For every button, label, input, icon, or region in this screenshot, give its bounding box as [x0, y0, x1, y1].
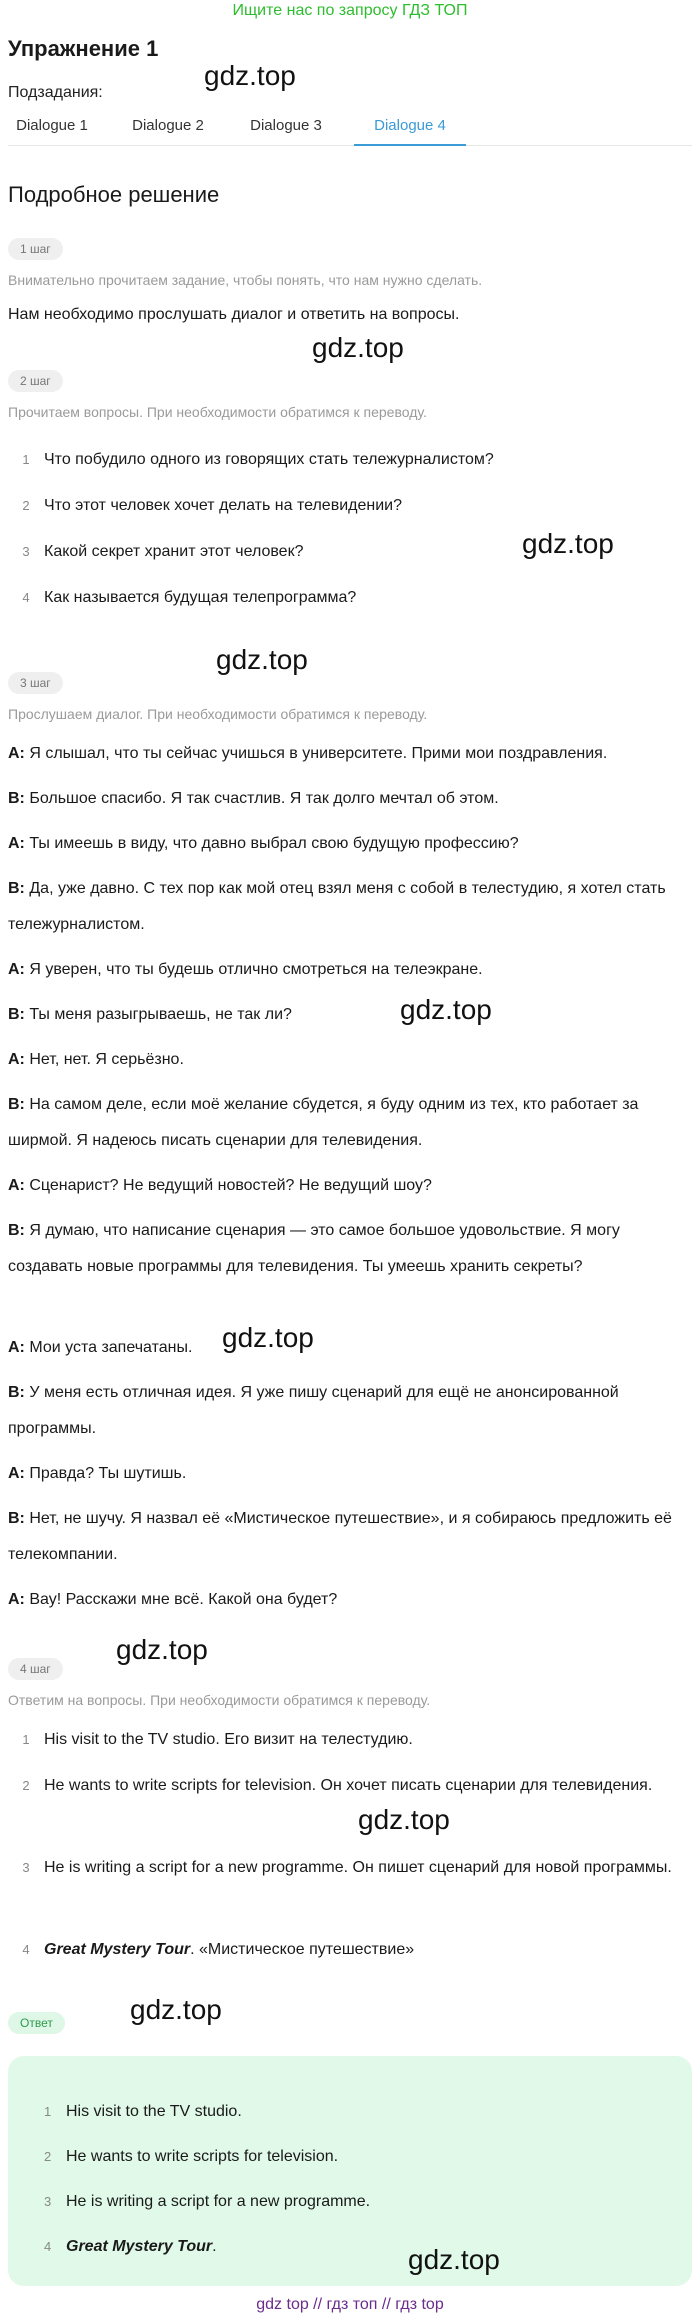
programme-title: Great Mystery Tour [44, 1941, 191, 1958]
speaker-label: A: [8, 1051, 25, 1068]
step-badge: 1 шаг [8, 238, 63, 260]
speaker-label: B: [8, 1510, 25, 1527]
line-text: На самом деле, если моё желание сбудется, я буду одним из тех, кто работает за ширмой. Я надеюсь писать сценарии для телевидения. [8, 1096, 639, 1149]
watermark: gdz.top [116, 1634, 208, 1665]
watermark: gdz.top [312, 332, 404, 363]
step-badge: 2 шаг [8, 370, 63, 392]
footer-link[interactable]: гдз top [395, 2296, 444, 2313]
footer-separator: // [308, 2296, 327, 2313]
dialogue-line [8, 1213, 692, 1285]
answer-badge: Ответ [8, 2012, 65, 2034]
subtask-tabs [8, 110, 692, 146]
speaker-label: B: [8, 790, 25, 807]
speaker-label: B: [8, 1222, 25, 1239]
item-number: 1 [44, 2104, 52, 2119]
list-item [8, 1722, 692, 1758]
item-number: 3 [22, 544, 30, 559]
speaker-label: A: [8, 961, 25, 978]
item-text [44, 1932, 684, 1968]
answer-box [8, 2056, 692, 2286]
step-hint: Внимательно прочитаем задание, чтобы понять, что нам нужно сделать. [8, 272, 483, 288]
item-text-rest: . [212, 2238, 217, 2255]
answer-item [44, 2100, 664, 2124]
dialogue-line [8, 1087, 692, 1159]
line-text: Мои уста запечатаны. [24, 1339, 193, 1356]
dialogue-line [8, 1456, 692, 1492]
speaker-label: B: [8, 1096, 25, 1113]
item-text: He wants to write scripts for television. [66, 2148, 339, 2165]
dialogue-line [8, 1582, 692, 1618]
solution-title: Подробное решение [8, 182, 220, 207]
dialogue-line [8, 997, 692, 1033]
speaker-label: A: [8, 835, 25, 852]
item-number: 1 [22, 1732, 30, 1747]
line-text: Нет, нет. Я серьёзно. [24, 1051, 184, 1068]
item-number: 4 [44, 2239, 52, 2254]
watermark: gdz.top [130, 1994, 222, 2025]
item-text-rest: . «Мистическое путешествие» [190, 1941, 415, 1958]
item-number: 4 [22, 590, 30, 605]
item-number: 4 [22, 1942, 30, 1957]
answer-item [44, 2235, 664, 2259]
dialogue-line [8, 781, 692, 817]
tab-dialogue-4[interactable]: Dialogue 4 [354, 114, 466, 146]
answer-item [44, 2145, 664, 2169]
watermark: gdz.top [222, 1322, 314, 1353]
footer-link[interactable]: гдз топ [326, 2296, 378, 2313]
dialogue-line [8, 1330, 692, 1366]
answer-item [44, 2190, 664, 2214]
watermark: gdz.top [400, 994, 492, 1025]
top-banner[interactable]: Ищите нас по запросу ГДЗ ТОП [232, 2, 468, 19]
line-text: Вау! Расскажи мне всё. Какой она будет? [24, 1591, 338, 1608]
item-number: 2 [22, 498, 30, 513]
speaker-label: A: [8, 1177, 25, 1194]
dialogue-line [8, 1168, 692, 1204]
programme-title: Great Mystery Tour [66, 2238, 213, 2255]
tab-dialogue-2[interactable]: Dialogue 2 [132, 117, 204, 134]
list-item [8, 1932, 692, 1968]
item-text: He is writing a script for a new programme. Он пишет сценарий для новой программы. [44, 1859, 672, 1876]
dialogue-line [8, 1042, 692, 1078]
line-text: Нет, не шучу. Я назвал её «Мистическое путешествие», и я собираюсь предложить её телекомпании. [8, 1510, 672, 1563]
footer-link[interactable]: gdz top [256, 2296, 309, 2313]
list-item [8, 1768, 692, 1804]
dialogue-line [8, 1375, 692, 1447]
line-text: У меня есть отличная идея. Я уже пишу сценарий для ещё не анонсированной программы. [8, 1384, 619, 1437]
dialogue-line [8, 736, 692, 772]
item-text: He is writing a script for a new programme. [66, 2193, 371, 2210]
speaker-label: B: [8, 1006, 25, 1023]
dialogue-line [8, 826, 692, 862]
line-text: Сценарист? Не ведущий новостей? Не ведущий шоу? [24, 1177, 432, 1194]
item-number: 3 [44, 2194, 52, 2209]
footer-links [0, 2296, 700, 2314]
item-text: His visit to the TV studio. Его визит на телестудию. [44, 1731, 413, 1748]
dialogue-line [8, 1501, 692, 1573]
watermark: gdz.top [204, 60, 296, 91]
step-hint: Прочитаем вопросы. При необходимости обратимся к переводу. [8, 404, 427, 420]
line-text: Да, уже давно. С тех пор как мой отец взял меня с собой в телестудию, я хотел стать тележурналистом. [8, 880, 666, 933]
line-text: Большое спасибо. Я так счастлив. Я так долго мечтал об этом. [24, 790, 499, 807]
step-badge: 4 шаг [8, 1658, 63, 1680]
line-text: Ты имеешь в виду, что давно выбрал свою будущую профессию? [24, 835, 519, 852]
list-item [8, 442, 692, 478]
speaker-label: B: [8, 880, 25, 897]
item-number: 1 [22, 452, 30, 467]
item-text: Как называется будущая телепрограмма? [44, 589, 357, 606]
exercise-title: Упражнение 1 [8, 36, 159, 61]
item-text: Что этот человек хочет делать на телевидении? [44, 497, 402, 514]
step-badge: 3 шаг [8, 672, 63, 694]
item-number: 2 [22, 1778, 30, 1793]
watermark: gdz.top [358, 1804, 450, 1835]
list-item [8, 580, 692, 616]
list-item [8, 488, 692, 524]
subtasks-label: Подзадания: [8, 84, 103, 101]
speaker-label: A: [8, 1339, 25, 1356]
speaker-label: A: [8, 1591, 25, 1608]
speaker-label: B: [8, 1384, 25, 1401]
list-item [8, 1850, 692, 1886]
item-text: Что побудило одного из говорящих стать тележурналистом? [44, 451, 494, 468]
watermark: gdz.top [408, 2244, 500, 2275]
tab-dialogue-1[interactable]: Dialogue 1 [16, 117, 88, 134]
item-text: He wants to write scripts for television. Он хочет писать сценарии для телевидения. [44, 1777, 653, 1794]
line-text: Я слышал, что ты сейчас учишься в университете. Прими мои поздравления. [24, 745, 608, 762]
line-text: Правда? Ты шутишь. [24, 1465, 187, 1482]
item-number: 3 [22, 1860, 30, 1875]
line-text: Я уверен, что ты будешь отлично смотреться на телеэкране. [24, 961, 483, 978]
item-text: Какой секрет хранит этот человек? [44, 543, 304, 560]
speaker-label: A: [8, 745, 25, 762]
line-text: Ты меня разыгрываешь, не так ли? [24, 1006, 292, 1023]
dialogue-line [8, 871, 692, 943]
step-text: Нам необходимо прослушать диалог и ответить на вопросы. [8, 306, 460, 323]
item-text: His visit to the TV studio. [66, 2103, 242, 2120]
item-number: 2 [44, 2149, 52, 2164]
line-text: Я думаю, что написание сценария — это самое большое удовольствие. Я могу создавать новые программы для телевидения. Ты умеешь хранить секреты? [8, 1222, 620, 1275]
dialogue-line [8, 952, 692, 988]
step-hint: Прослушаем диалог. При необходимости обратимся к переводу. [8, 706, 428, 722]
watermark: gdz.top [216, 644, 308, 675]
step-hint: Ответим на вопросы. При необходимости обратимся к переводу. [8, 1692, 431, 1708]
watermark: gdz.top [522, 528, 614, 559]
speaker-label: A: [8, 1465, 25, 1482]
tab-dialogue-3[interactable]: Dialogue 3 [250, 117, 322, 134]
footer-separator: // [377, 2296, 396, 2313]
